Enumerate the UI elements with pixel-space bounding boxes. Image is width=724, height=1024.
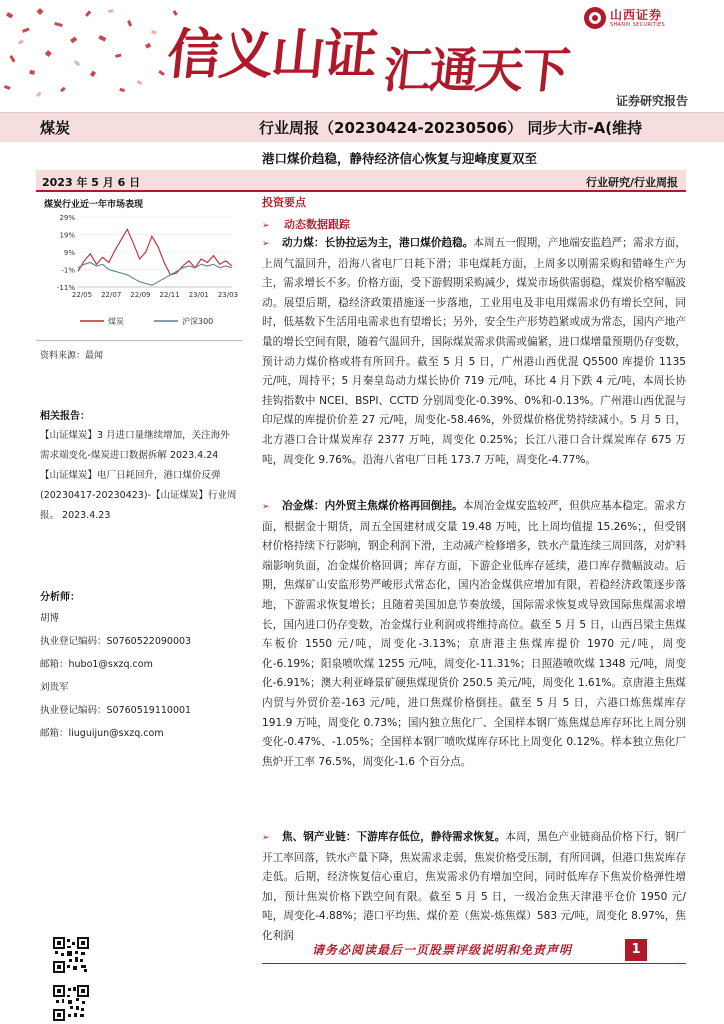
x-tick-label: 22/09	[130, 291, 151, 299]
related-reports-title: 相关报告：	[40, 411, 90, 422]
x-tick-label: 23/01	[188, 291, 209, 299]
analyst-2-cert: 执业登记编码：S0760519110001	[40, 705, 192, 716]
related-reports	[40, 426, 238, 526]
p3-heading: 焦、钢产业链：下游库存低位，静待需求恢复。	[282, 831, 506, 843]
qr-code-icon[interactable]	[53, 937, 89, 973]
page-number: 1	[625, 939, 647, 961]
slogan-left: 信义山证	[164, 22, 379, 86]
x-tick-label: 22/07	[101, 291, 122, 299]
related-report-1[interactable]: 【山证煤炭】3 月进口量继续增加，关注海外需求端变化-煤炭进口数据拆解 2023.4.24	[40, 430, 230, 461]
p2-heading: 冶金煤：内外贸主焦煤价格再回倒挂。	[282, 500, 463, 512]
p1-heading: 动力煤：长协拉运为主，港口煤价趋稳。	[282, 237, 474, 249]
y-tick-label: 9%	[63, 249, 75, 257]
y-tick-label: -11%	[56, 284, 75, 292]
x-tick-label: 23/03	[217, 291, 239, 299]
industry-label: 煤炭	[40, 119, 71, 137]
qr-code-icon[interactable]	[53, 985, 89, 1021]
disclaimer-note: 请务必阅读最后一页股票评级说明和免责声明	[312, 943, 573, 957]
x-tick-label: 22/11	[159, 291, 180, 299]
logo-en: SHANXI SECURITIES	[610, 22, 665, 28]
analyst-1-cert: 执业登记编码：S0760522090003	[40, 636, 192, 647]
series-line-csi300	[78, 263, 232, 286]
subsection-label: 动态数据跟踪	[284, 218, 350, 231]
chart-canvas	[36, 209, 242, 337]
footer-divider	[262, 963, 686, 964]
slogan-right: 汇通天下	[380, 43, 571, 99]
analyst-1-email[interactable]: 邮箱：hubo1@sxzq.com	[40, 659, 153, 670]
arrow-bullet-icon: ➢	[262, 239, 270, 249]
report-category: 行业研究/行业周报	[585, 176, 678, 189]
related-report-2[interactable]: 【山证煤炭】电厂日耗回升，港口煤价反弹(20230417-20230423)-【山证煤炭】行业周报。 2023.4.23	[40, 470, 237, 521]
p3-body: 本周，黑色产业链商品价格下行，钢厂开工率回落，铁水产量下降，焦炭需求走弱，焦炭价格受压制，有所回调，但港口焦炭库存走低。后期，经济恢复信心重启，焦炭需求仍有增加空间，同时低库存下焦炭价格弹性增加，预计焦炭价格下跌空间有限。截至 5 月 5 日，一级冶金焦天津港平仓价 1950 元/吨，周变化-4.88%；港口平均焦、煤价差（焦炭-炼焦煤）583 元/吨，周变化 8.97%，焦化利润	[262, 831, 687, 942]
company-logo	[584, 7, 665, 29]
report-title: 行业周报（20230424-20230506） 同步大市-A(维持	[259, 119, 643, 137]
arrow-bullet-icon: ➢	[262, 221, 270, 231]
y-tick-label: 19%	[59, 231, 75, 240]
section-title: 投资要点	[262, 196, 306, 209]
analyst-1-name: 胡博	[40, 613, 60, 624]
x-tick-label: 22/05	[71, 291, 93, 299]
paragraph-coke-steel	[262, 828, 686, 947]
paragraph-thermal-coal	[262, 234, 686, 470]
p1-body: 本周五一假期，产地端安监趋严；需求方面，上周气温回升，沿海八省电厂日耗下滑；非电煤耗方面，上周多以刚需采购和错峰生产为主，需求增长不多。价格方面，受下游假期采购减少，煤炭市场供需弱稳，煤炭价格窄幅波动。展望后期，稳经济政策措施逐一步落地，工业用电及非电用煤需求仍有增长空间，同时，低基数下生活用电需求也有望增长；另外，安全生产形势趋紧或成为常态，国内产地产量的增长空间有限，随着气温回升，国际煤炭需求供需或偏紧，进口煤增量预期仍存变数，预计动力煤价格或将有所回升。截至 5 月 5 日，广州港山西优混 Q5500 库提价 1135 元/吨，周持平；5 月秦皇岛动力煤长协价 719 元/吨，环比 4 月下跌 4 元/吨，本周长协挂钩指数中 NCEI、BSPI、CCTD 分别周变化-0.39%、0%和-0.13%。广州港山西优混与印尼煤的库提价价差 27 元/吨，周变化-58.46%，外贸煤价格优势持续减小。5 月 5 日，北方港口合计煤炭库存 2377 万吨，周变化 0.25%；长江八港口合计煤炭库存 675 万吨，周变化 9.76%。沿海八省电厂日耗 173.7 万吨，周变化-4.77%。	[262, 237, 686, 466]
analyst-2-name: 刘贵军	[40, 682, 69, 693]
report-type: 证券研究报告	[615, 94, 688, 108]
logo-mark-icon	[584, 7, 606, 29]
legend-label: 沪深300	[182, 317, 214, 326]
arrow-bullet-icon: ➢	[262, 833, 270, 843]
analyst-2-email[interactable]: 邮箱：liuguijun@sxzq.com	[40, 728, 164, 739]
y-tick-label: -1%	[61, 266, 75, 275]
report-banner	[0, 0, 724, 112]
market-performance-chart	[36, 195, 242, 341]
chart-source: 资料来源：最闻	[40, 351, 104, 361]
chart-title: 煤炭行业近一年市场表现	[44, 200, 144, 210]
paragraph-coking-coal	[262, 497, 686, 772]
p2-body: 本周冶金煤安监较严，但供应基本稳定。需求方面，根据金十期货，周五全国建材成交量 19.48 万吨，比上周均值提 15.26%；，但受钢材价格持续下行影响，钢企利润下滑，主动减产检修增多，铁水产量连续三周回落，对炉料端影响负面，冶金煤价格回调；库存方面，下游企业低库存延续，港口库存微幅波动。后期，焦煤矿山安监形势严峻形式常态化，国内冶金煤供应增加有限，若稳经济政策逐步落地，下游需求恢复增长；且随着美国加息节奏放缓，国际需求恢复或导致国际焦煤需求增长，国内进口仍存变数，冶金煤行业利润或将维持高位。截至 5 月 5 日，山西吕梁主焦煤车板价 1550 元/吨，周变化-3.13%；京唐港主焦煤库提价 1970 元/吨，周变化-6.19%；阳泉喷吹煤 1255 元/吨，周变化-11.31%；日照港喷吹煤 1348 元/吨，周变化-6.91%；澳大利亚峰景矿硬焦煤现货价 250.5 美元/吨，周变化 1.61%。京唐港主焦煤内贸与外贸价差-163 元/吨，进口焦煤价格倒挂。截至 5 月 5 日，六港口炼焦煤库存 191.9 万吨，周变化 0.73%；国内独立焦化厂、全国样本钢厂炼焦煤总库存环比上周分别变化-0.47%、-1.05%；全国样本钢厂喷吹煤库存环比上周变化 0.12%。样本独立焦化厂焦炉开工率 76.5%，周变化-1.6 个百分点。	[262, 500, 687, 768]
analyst-title: 分析师：	[40, 592, 80, 603]
report-subtitle: 港口煤价趋稳，静待经济信心恢复与迎峰度夏双至	[262, 151, 538, 166]
legend-label: 煤炭	[108, 317, 124, 326]
y-tick-label: 29%	[59, 214, 75, 222]
analyst-list	[40, 607, 240, 745]
date-bar	[36, 170, 686, 192]
report-date: 2023 年 5 月 6 日	[42, 176, 141, 189]
arrow-bullet-icon: ➢	[262, 502, 270, 512]
subsection-title	[262, 216, 350, 232]
logo-name: 山西证券	[610, 8, 663, 22]
